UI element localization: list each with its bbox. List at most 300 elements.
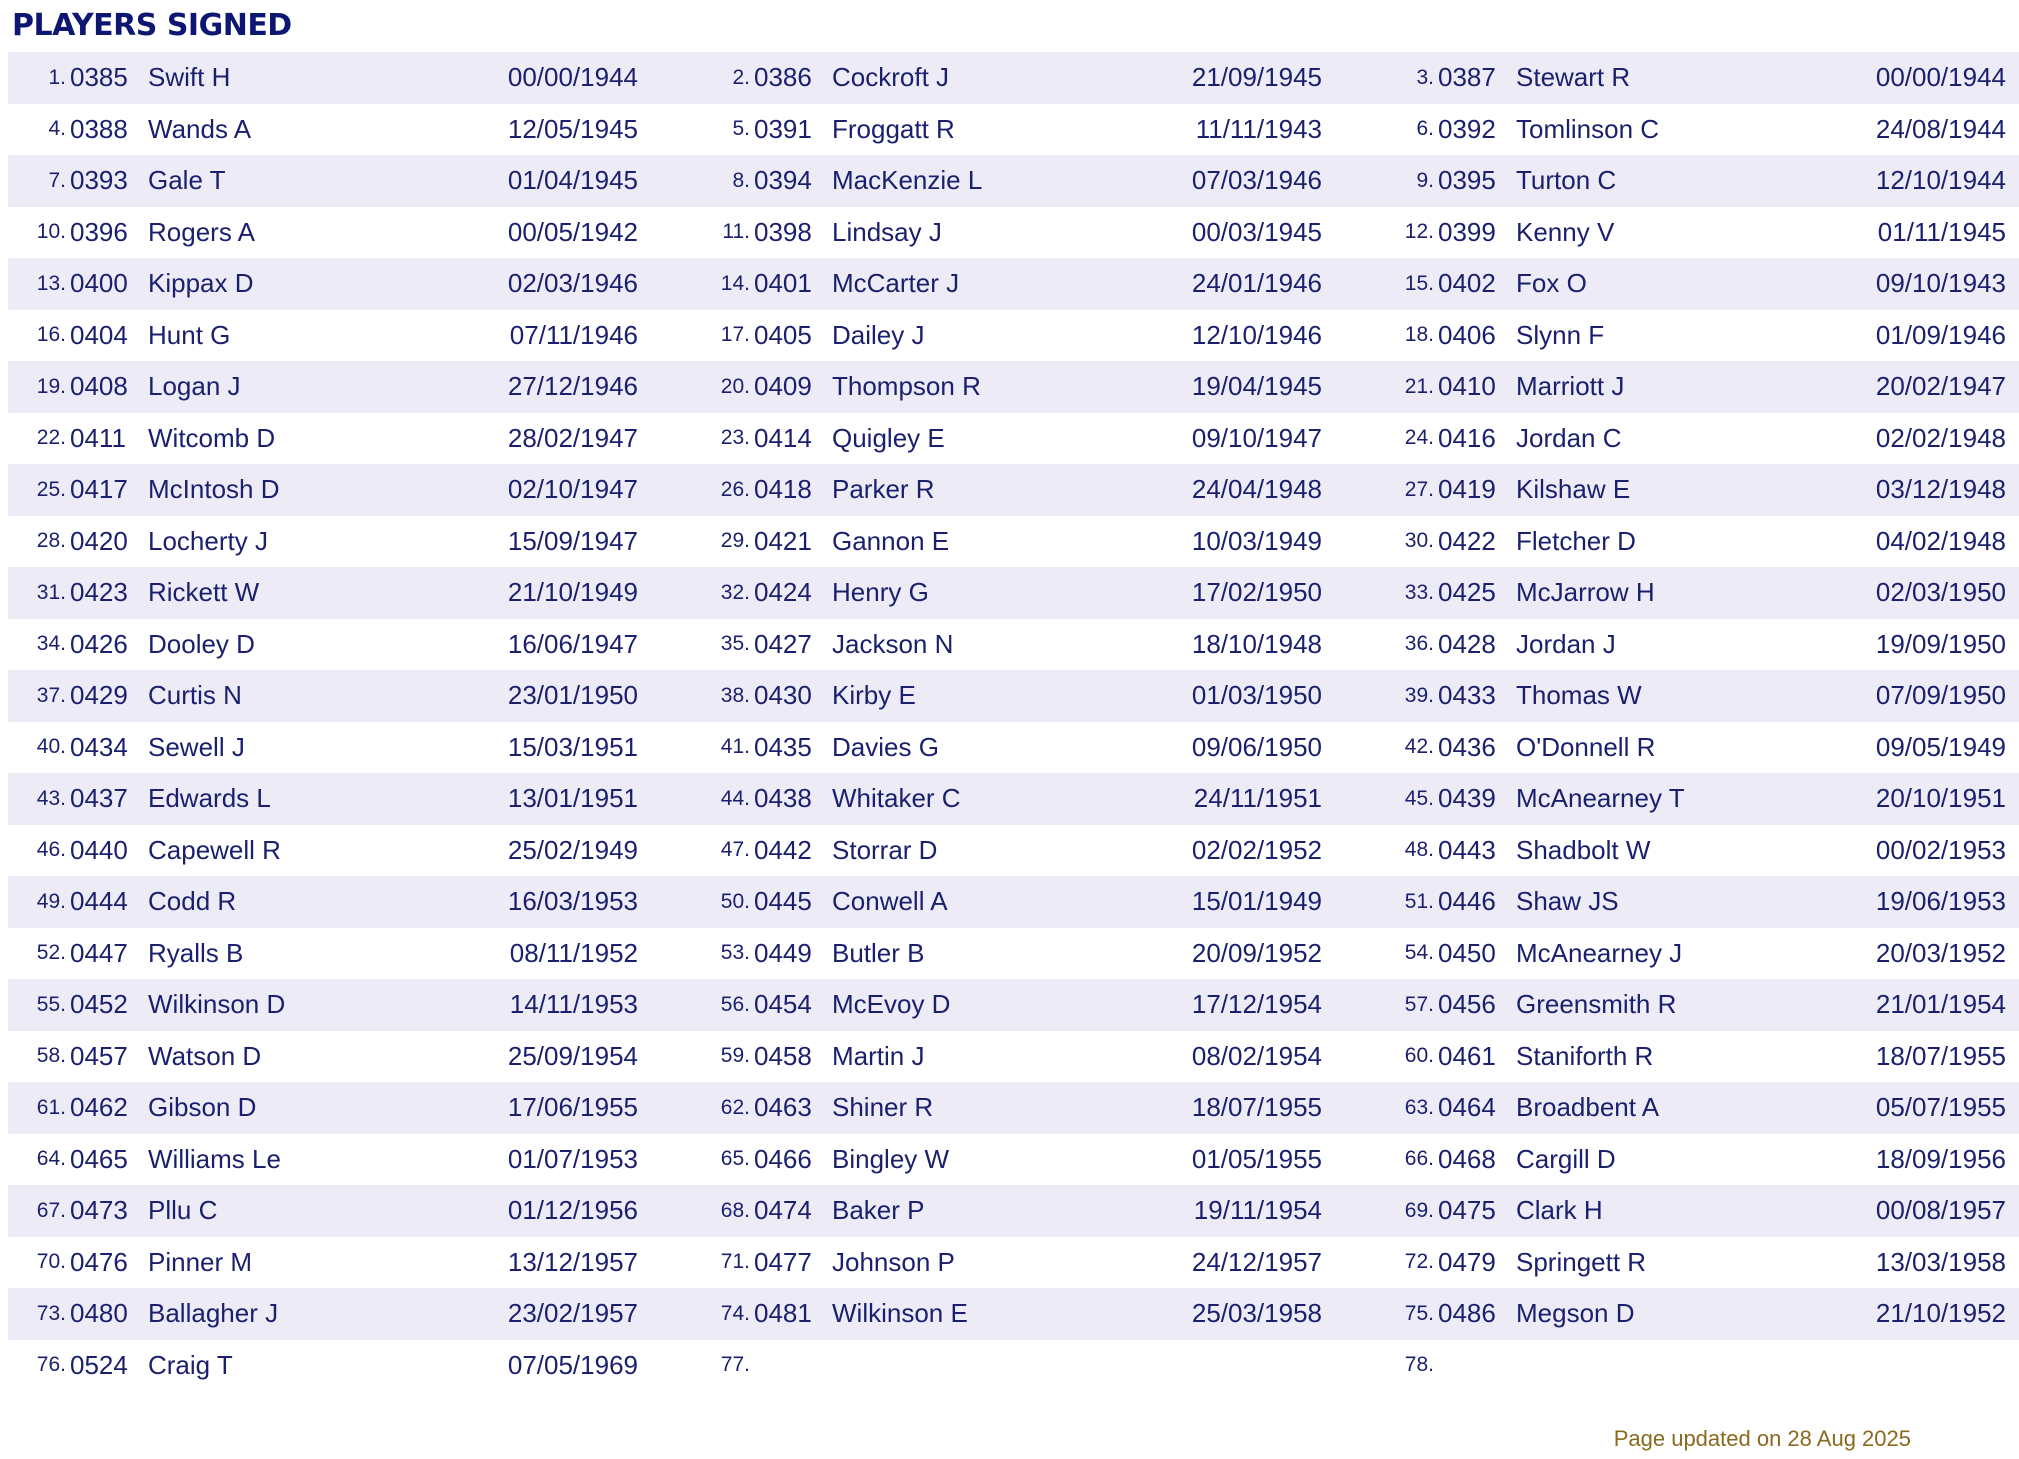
player-code: 0402 bbox=[1436, 258, 1516, 310]
player-signed-date: 18/10/1948 bbox=[1191, 628, 1322, 659]
player-name: Butler B bbox=[832, 937, 925, 968]
player-signed-date: 23/01/1950 bbox=[348, 670, 638, 722]
player-name: Megson D bbox=[1516, 1288, 1716, 1340]
player-name: McIntosh D bbox=[148, 464, 348, 516]
column-gap bbox=[638, 619, 692, 671]
player-signed-date: 15/03/1951 bbox=[507, 731, 638, 762]
player-number: 27. bbox=[1376, 464, 1436, 516]
player-code: 0423 bbox=[68, 567, 148, 619]
player-name: Edwards L bbox=[148, 773, 348, 825]
player-number: 47. bbox=[720, 838, 750, 862]
player-signed-date: 09/10/1943 bbox=[1716, 258, 2006, 310]
player-code: 0405 bbox=[754, 319, 812, 350]
player-number: 59. bbox=[720, 1044, 750, 1068]
table-row bbox=[8, 979, 2019, 1031]
column-gap bbox=[1322, 52, 1376, 104]
table-row bbox=[8, 258, 2019, 310]
player-signed-date: 19/04/1945 bbox=[1032, 361, 1322, 413]
player-name: O'Donnell R bbox=[1516, 731, 1656, 762]
player-code: 0410 bbox=[1436, 361, 1516, 413]
table-row bbox=[8, 1237, 2019, 1289]
column-gap bbox=[638, 567, 692, 619]
player-code: 0419 bbox=[1436, 464, 1516, 516]
player-number: 1. bbox=[8, 52, 68, 104]
column-gap bbox=[2006, 207, 2019, 259]
column-gap bbox=[1322, 619, 1376, 671]
player-name: Shiner R bbox=[832, 1082, 1032, 1134]
column-gap bbox=[638, 258, 692, 310]
column-gap bbox=[1322, 258, 1376, 310]
player-code bbox=[752, 1340, 832, 1392]
player-signed-date: 01/09/1946 bbox=[1875, 319, 2006, 350]
player-number: 39. bbox=[1376, 670, 1436, 722]
player-code: 0385 bbox=[68, 52, 148, 104]
player-code: 0466 bbox=[754, 1143, 812, 1174]
player-name: McEvoy D bbox=[832, 979, 1032, 1031]
player-code: 0391 bbox=[754, 113, 812, 144]
column-gap bbox=[638, 722, 692, 774]
table-row bbox=[8, 155, 2019, 207]
column-gap bbox=[2006, 928, 2019, 980]
column-gap bbox=[2006, 1134, 2019, 1186]
table-row bbox=[8, 1031, 2019, 1083]
player-number: 4. bbox=[48, 117, 66, 141]
player-code: 0400 bbox=[68, 258, 148, 310]
player-code bbox=[1436, 1340, 1516, 1392]
column-gap bbox=[2006, 773, 2019, 825]
player-signed-date: 00/08/1957 bbox=[1716, 1185, 2006, 1237]
player-number: 28. bbox=[36, 529, 66, 553]
player-signed-date: 16/03/1953 bbox=[348, 876, 638, 928]
player-signed-date: 01/07/1953 bbox=[507, 1143, 638, 1174]
player-name: Ballagher J bbox=[148, 1288, 348, 1340]
player-signed-date: 24/01/1946 bbox=[1032, 258, 1322, 310]
player-code: 0479 bbox=[1438, 1246, 1496, 1277]
player-name: McAnearney T bbox=[1516, 773, 1716, 825]
player-name: Thompson R bbox=[832, 361, 1032, 413]
player-number: 74. bbox=[692, 1288, 752, 1340]
player-code: 0524 bbox=[70, 1349, 128, 1380]
player-name: Staniforth R bbox=[1516, 1040, 1654, 1071]
player-name: Gibson D bbox=[148, 1082, 348, 1134]
player-signed-date: 28/02/1947 bbox=[507, 422, 638, 453]
player-name: Pllu C bbox=[148, 1185, 348, 1237]
player-code: 0398 bbox=[754, 216, 812, 247]
player-name: Hunt G bbox=[148, 319, 231, 350]
player-signed-date: 02/02/1948 bbox=[1875, 422, 2006, 453]
player-signed-date: 24/08/1944 bbox=[1875, 113, 2006, 144]
column-gap bbox=[2006, 1340, 2019, 1392]
player-name: Martin J bbox=[832, 1040, 925, 1071]
player-name: Cargill D bbox=[1516, 1143, 1616, 1174]
player-name: Conwell A bbox=[832, 876, 1032, 928]
player-signed-date: 04/02/1948 bbox=[1875, 525, 2006, 556]
column-gap bbox=[1322, 567, 1376, 619]
column-gap bbox=[638, 207, 692, 259]
player-code: 0396 bbox=[70, 216, 128, 247]
player-code: 0406 bbox=[1438, 319, 1496, 350]
player-signed-date: 01/03/1950 bbox=[1032, 670, 1322, 722]
column-gap bbox=[2006, 1185, 2019, 1237]
player-name: Jordan C bbox=[1516, 422, 1622, 453]
player-name: Lindsay J bbox=[832, 216, 942, 247]
player-number: 42. bbox=[1404, 735, 1434, 759]
player-number: 31. bbox=[8, 567, 68, 619]
player-name: Capewell R bbox=[148, 834, 281, 865]
player-name: Craig T bbox=[148, 1349, 233, 1380]
player-name: Henry G bbox=[832, 567, 1032, 619]
column-gap bbox=[638, 361, 692, 413]
player-number: 46. bbox=[36, 838, 66, 862]
column-gap bbox=[2006, 516, 2019, 568]
player-name: Sewell J bbox=[148, 731, 245, 762]
player-code: 0387 bbox=[1436, 52, 1516, 104]
table-row bbox=[8, 207, 2019, 259]
player-code: 0414 bbox=[754, 422, 812, 453]
column-gap bbox=[1322, 1031, 1376, 1083]
column-gap bbox=[1322, 1340, 1376, 1392]
player-number: 73. bbox=[8, 1288, 68, 1340]
column-gap bbox=[638, 773, 692, 825]
player-number: 16. bbox=[36, 323, 66, 347]
player-code: 0430 bbox=[752, 670, 832, 722]
player-number: 34. bbox=[36, 632, 66, 656]
column-gap bbox=[1322, 516, 1376, 568]
player-number: 64. bbox=[36, 1147, 66, 1171]
player-number: 61. bbox=[8, 1082, 68, 1134]
player-name: Stewart R bbox=[1516, 52, 1716, 104]
player-code: 0436 bbox=[1438, 731, 1496, 762]
player-number: 19. bbox=[8, 361, 68, 413]
player-code: 0486 bbox=[1436, 1288, 1516, 1340]
column-gap bbox=[1322, 310, 1376, 362]
player-signed-date: 07/03/1946 bbox=[1032, 155, 1322, 207]
player-code: 0393 bbox=[68, 155, 148, 207]
player-code: 0465 bbox=[70, 1143, 128, 1174]
player-signed-date: 08/02/1954 bbox=[1191, 1040, 1322, 1071]
player-number: 22. bbox=[36, 426, 66, 450]
player-name: Clark H bbox=[1516, 1185, 1716, 1237]
player-name: Thomas W bbox=[1516, 670, 1716, 722]
table-row bbox=[8, 1134, 2019, 1186]
player-code: 0428 bbox=[1438, 628, 1496, 659]
player-signed-date: 07/11/1946 bbox=[509, 319, 638, 350]
player-signed-date: 15/09/1947 bbox=[507, 525, 638, 556]
player-number: 70. bbox=[36, 1250, 66, 1274]
player-code: 0416 bbox=[1438, 422, 1496, 453]
player-name: Swift H bbox=[148, 52, 348, 104]
player-number: 38. bbox=[692, 670, 752, 722]
column-gap bbox=[638, 155, 692, 207]
player-number: 11. bbox=[722, 220, 750, 244]
player-code: 0468 bbox=[1438, 1143, 1496, 1174]
player-number: 41. bbox=[720, 735, 750, 759]
player-code: 0425 bbox=[1436, 567, 1516, 619]
table-row bbox=[8, 1185, 2019, 1237]
table-row bbox=[8, 104, 2019, 156]
player-code: 0421 bbox=[754, 525, 812, 556]
column-gap bbox=[2006, 979, 2019, 1031]
player-name: McCarter J bbox=[832, 258, 1032, 310]
player-code: 0461 bbox=[1438, 1040, 1496, 1071]
player-name: McJarrow H bbox=[1516, 567, 1716, 619]
column-gap bbox=[2006, 567, 2019, 619]
column-gap bbox=[2006, 258, 2019, 310]
player-name: Gannon E bbox=[832, 525, 950, 556]
player-code: 0449 bbox=[754, 937, 812, 968]
player-number: 6. bbox=[1416, 117, 1434, 141]
player-signed-date bbox=[1032, 1340, 1322, 1392]
column-gap bbox=[2006, 1288, 2019, 1340]
player-signed-date: 25/02/1949 bbox=[507, 834, 638, 865]
column-gap bbox=[2006, 1237, 2019, 1289]
player-signed-date: 09/05/1949 bbox=[1875, 731, 2006, 762]
column-gap bbox=[2006, 1082, 2019, 1134]
player-code: 0438 bbox=[752, 773, 832, 825]
player-signed-date: 00/00/1944 bbox=[348, 52, 638, 104]
player-code: 0458 bbox=[754, 1040, 812, 1071]
player-number: 29. bbox=[720, 529, 750, 553]
player-name: Pinner M bbox=[148, 1246, 253, 1277]
player-number: 2. bbox=[692, 52, 752, 104]
player-name: Shaw JS bbox=[1516, 876, 1716, 928]
player-number: 75. bbox=[1376, 1288, 1436, 1340]
player-code: 0463 bbox=[752, 1082, 832, 1134]
table-row bbox=[8, 1288, 2019, 1340]
player-signed-date: 01/04/1945 bbox=[348, 155, 638, 207]
page-updated-note: Page updated on 28 Aug 2025 bbox=[1613, 1426, 1911, 1451]
player-name: Gale T bbox=[148, 155, 348, 207]
player-signed-date: 20/03/1952 bbox=[1875, 937, 2006, 968]
player-code: 0409 bbox=[752, 361, 832, 413]
player-code: 0443 bbox=[1438, 834, 1496, 865]
player-number: 66. bbox=[1404, 1147, 1434, 1171]
player-name: Johnson P bbox=[832, 1246, 955, 1277]
column-gap bbox=[638, 876, 692, 928]
player-name: Turton C bbox=[1516, 155, 1716, 207]
column-gap bbox=[1322, 207, 1376, 259]
player-name: Ryalls B bbox=[148, 937, 244, 968]
player-code: 0433 bbox=[1436, 670, 1516, 722]
player-name: Wilkinson D bbox=[148, 979, 348, 1031]
player-name: MacKenzie L bbox=[832, 155, 1032, 207]
player-signed-date: 13/12/1957 bbox=[507, 1246, 638, 1277]
player-signed-date: 05/07/1955 bbox=[1716, 1082, 2006, 1134]
player-code: 0392 bbox=[1438, 113, 1496, 144]
player-number: 23. bbox=[720, 426, 750, 450]
player-code: 0462 bbox=[68, 1082, 148, 1134]
player-signed-date: 00/00/1944 bbox=[1716, 52, 2006, 104]
player-signed-date: 21/10/1949 bbox=[348, 567, 638, 619]
player-code: 0426 bbox=[70, 628, 128, 659]
player-code: 0477 bbox=[754, 1246, 812, 1277]
player-signed-date: 12/05/1945 bbox=[507, 113, 638, 144]
column-gap bbox=[638, 1340, 692, 1392]
player-code: 0424 bbox=[752, 567, 832, 619]
player-signed-date: 01/12/1956 bbox=[348, 1185, 638, 1237]
player-signed-date: 19/09/1950 bbox=[1875, 628, 2006, 659]
column-gap bbox=[1322, 670, 1376, 722]
player-signed-date: 00/05/1942 bbox=[507, 216, 638, 247]
player-code: 0473 bbox=[68, 1185, 148, 1237]
player-code: 0394 bbox=[752, 155, 832, 207]
player-number: 18. bbox=[1404, 323, 1434, 347]
player-signed-date: 20/10/1951 bbox=[1716, 773, 2006, 825]
player-number: 50. bbox=[692, 876, 752, 928]
player-number: 5. bbox=[732, 117, 750, 141]
column-gap bbox=[2006, 310, 2019, 362]
player-code: 0464 bbox=[1436, 1082, 1516, 1134]
player-signed-date: 21/01/1954 bbox=[1716, 979, 2006, 1031]
player-signed-date: 16/06/1947 bbox=[507, 628, 638, 659]
player-code: 0418 bbox=[752, 464, 832, 516]
player-signed-date: 15/01/1949 bbox=[1032, 876, 1322, 928]
column-gap bbox=[2006, 413, 2019, 465]
table-row bbox=[8, 876, 2019, 928]
player-code: 0476 bbox=[70, 1246, 128, 1277]
table-row bbox=[8, 619, 2019, 671]
player-signed-date: 19/11/1954 bbox=[1032, 1185, 1322, 1237]
player-number: 77. bbox=[720, 1353, 750, 1377]
player-code: 0404 bbox=[70, 319, 128, 350]
player-number: 8. bbox=[692, 155, 752, 207]
player-name: Jordan J bbox=[1516, 628, 1616, 659]
player-signed-date: 18/07/1955 bbox=[1032, 1082, 1322, 1134]
player-number: 71. bbox=[720, 1250, 750, 1274]
column-gap bbox=[638, 1134, 692, 1186]
player-signed-date: 19/06/1953 bbox=[1716, 876, 2006, 928]
column-gap bbox=[1322, 1288, 1376, 1340]
player-name: Quigley E bbox=[832, 422, 945, 453]
player-signed-date: 23/02/1957 bbox=[348, 1288, 638, 1340]
column-gap bbox=[2006, 1031, 2019, 1083]
column-gap bbox=[638, 1237, 692, 1289]
player-name bbox=[832, 1340, 1032, 1392]
player-number: 52. bbox=[36, 941, 66, 965]
player-number: 15. bbox=[1376, 258, 1436, 310]
player-name bbox=[1516, 1340, 1716, 1392]
player-number: 69. bbox=[1376, 1185, 1436, 1237]
player-name: Kippax D bbox=[148, 258, 348, 310]
column-gap bbox=[1322, 928, 1376, 980]
column-gap bbox=[1322, 876, 1376, 928]
player-signed-date: 02/03/1950 bbox=[1716, 567, 2006, 619]
player-signed-date: 01/11/1945 bbox=[1877, 216, 2006, 247]
player-name: Watson D bbox=[148, 1040, 262, 1071]
column-gap bbox=[2006, 52, 2019, 104]
player-signed-date: 00/02/1953 bbox=[1875, 834, 2006, 865]
column-gap bbox=[2006, 464, 2019, 516]
player-signed-date: 10/03/1949 bbox=[1191, 525, 1322, 556]
player-number: 32. bbox=[692, 567, 752, 619]
player-name: Jackson N bbox=[832, 628, 954, 659]
player-number: 58. bbox=[36, 1044, 66, 1068]
player-signed-date: 20/09/1952 bbox=[1191, 937, 1322, 968]
player-number: 51. bbox=[1376, 876, 1436, 928]
table-row bbox=[8, 825, 2019, 877]
player-name: Whitaker C bbox=[832, 773, 1032, 825]
player-number: 35. bbox=[720, 632, 750, 656]
player-name: Cockroft J bbox=[832, 52, 1032, 104]
player-number: 72. bbox=[1404, 1250, 1434, 1274]
column-gap bbox=[1322, 1237, 1376, 1289]
player-code: 0480 bbox=[68, 1288, 148, 1340]
column-gap bbox=[638, 310, 692, 362]
player-name: Kirby E bbox=[832, 670, 1032, 722]
player-signed-date: 21/10/1952 bbox=[1716, 1288, 2006, 1340]
player-number: 10. bbox=[36, 220, 66, 244]
player-code: 0454 bbox=[752, 979, 832, 1031]
player-code: 0429 bbox=[68, 670, 148, 722]
players-table bbox=[8, 52, 2019, 1391]
column-gap bbox=[1322, 1185, 1376, 1237]
player-number: 76. bbox=[36, 1353, 66, 1377]
player-number: 57. bbox=[1376, 979, 1436, 1031]
player-signed-date: 01/05/1955 bbox=[1191, 1143, 1322, 1174]
player-code: 0439 bbox=[1436, 773, 1516, 825]
player-signed-date: 17/02/1950 bbox=[1032, 567, 1322, 619]
player-number: 49. bbox=[8, 876, 68, 928]
column-gap bbox=[638, 1082, 692, 1134]
column-gap bbox=[2006, 104, 2019, 156]
player-code: 0447 bbox=[70, 937, 128, 968]
player-number: 20. bbox=[692, 361, 752, 413]
player-code: 0422 bbox=[1438, 525, 1496, 556]
player-code: 0395 bbox=[1436, 155, 1516, 207]
player-signed-date: 09/06/1950 bbox=[1191, 731, 1322, 762]
player-signed-date: 18/09/1956 bbox=[1875, 1143, 2006, 1174]
player-name: Springett R bbox=[1516, 1246, 1647, 1277]
player-code: 0427 bbox=[754, 628, 812, 659]
column-gap bbox=[638, 979, 692, 1031]
player-number: 67. bbox=[8, 1185, 68, 1237]
player-number: 44. bbox=[692, 773, 752, 825]
table-row bbox=[8, 670, 2019, 722]
player-number: 9. bbox=[1376, 155, 1436, 207]
player-name: Codd R bbox=[148, 876, 348, 928]
player-code: 0437 bbox=[68, 773, 148, 825]
player-code: 0420 bbox=[70, 525, 128, 556]
column-gap bbox=[1322, 722, 1376, 774]
player-name: Tomlinson C bbox=[1516, 113, 1660, 144]
column-gap bbox=[638, 1185, 692, 1237]
player-number: 12. bbox=[1404, 220, 1434, 244]
table-row bbox=[8, 516, 2019, 568]
player-code: 0417 bbox=[68, 464, 148, 516]
player-code: 0408 bbox=[68, 361, 148, 413]
column-gap bbox=[638, 104, 692, 156]
table-row bbox=[8, 310, 2019, 362]
column-gap bbox=[638, 1031, 692, 1083]
player-name: Shadbolt W bbox=[1516, 834, 1651, 865]
player-signed-date: 08/11/1952 bbox=[509, 937, 638, 968]
player-code: 0445 bbox=[752, 876, 832, 928]
column-gap bbox=[1322, 1082, 1376, 1134]
player-name: Kilshaw E bbox=[1516, 464, 1716, 516]
player-code: 0444 bbox=[68, 876, 148, 928]
player-signed-date: 17/06/1955 bbox=[348, 1082, 638, 1134]
column-gap bbox=[1322, 104, 1376, 156]
table-row bbox=[8, 722, 2019, 774]
player-number: 45. bbox=[1376, 773, 1436, 825]
player-number: 40. bbox=[36, 735, 66, 759]
player-signed-date: 02/10/1947 bbox=[348, 464, 638, 516]
player-number: 36. bbox=[1404, 632, 1434, 656]
player-name: Bingley W bbox=[832, 1143, 950, 1174]
player-number: 48. bbox=[1404, 838, 1434, 862]
player-number: 25. bbox=[8, 464, 68, 516]
player-signed-date: 27/12/1946 bbox=[348, 361, 638, 413]
